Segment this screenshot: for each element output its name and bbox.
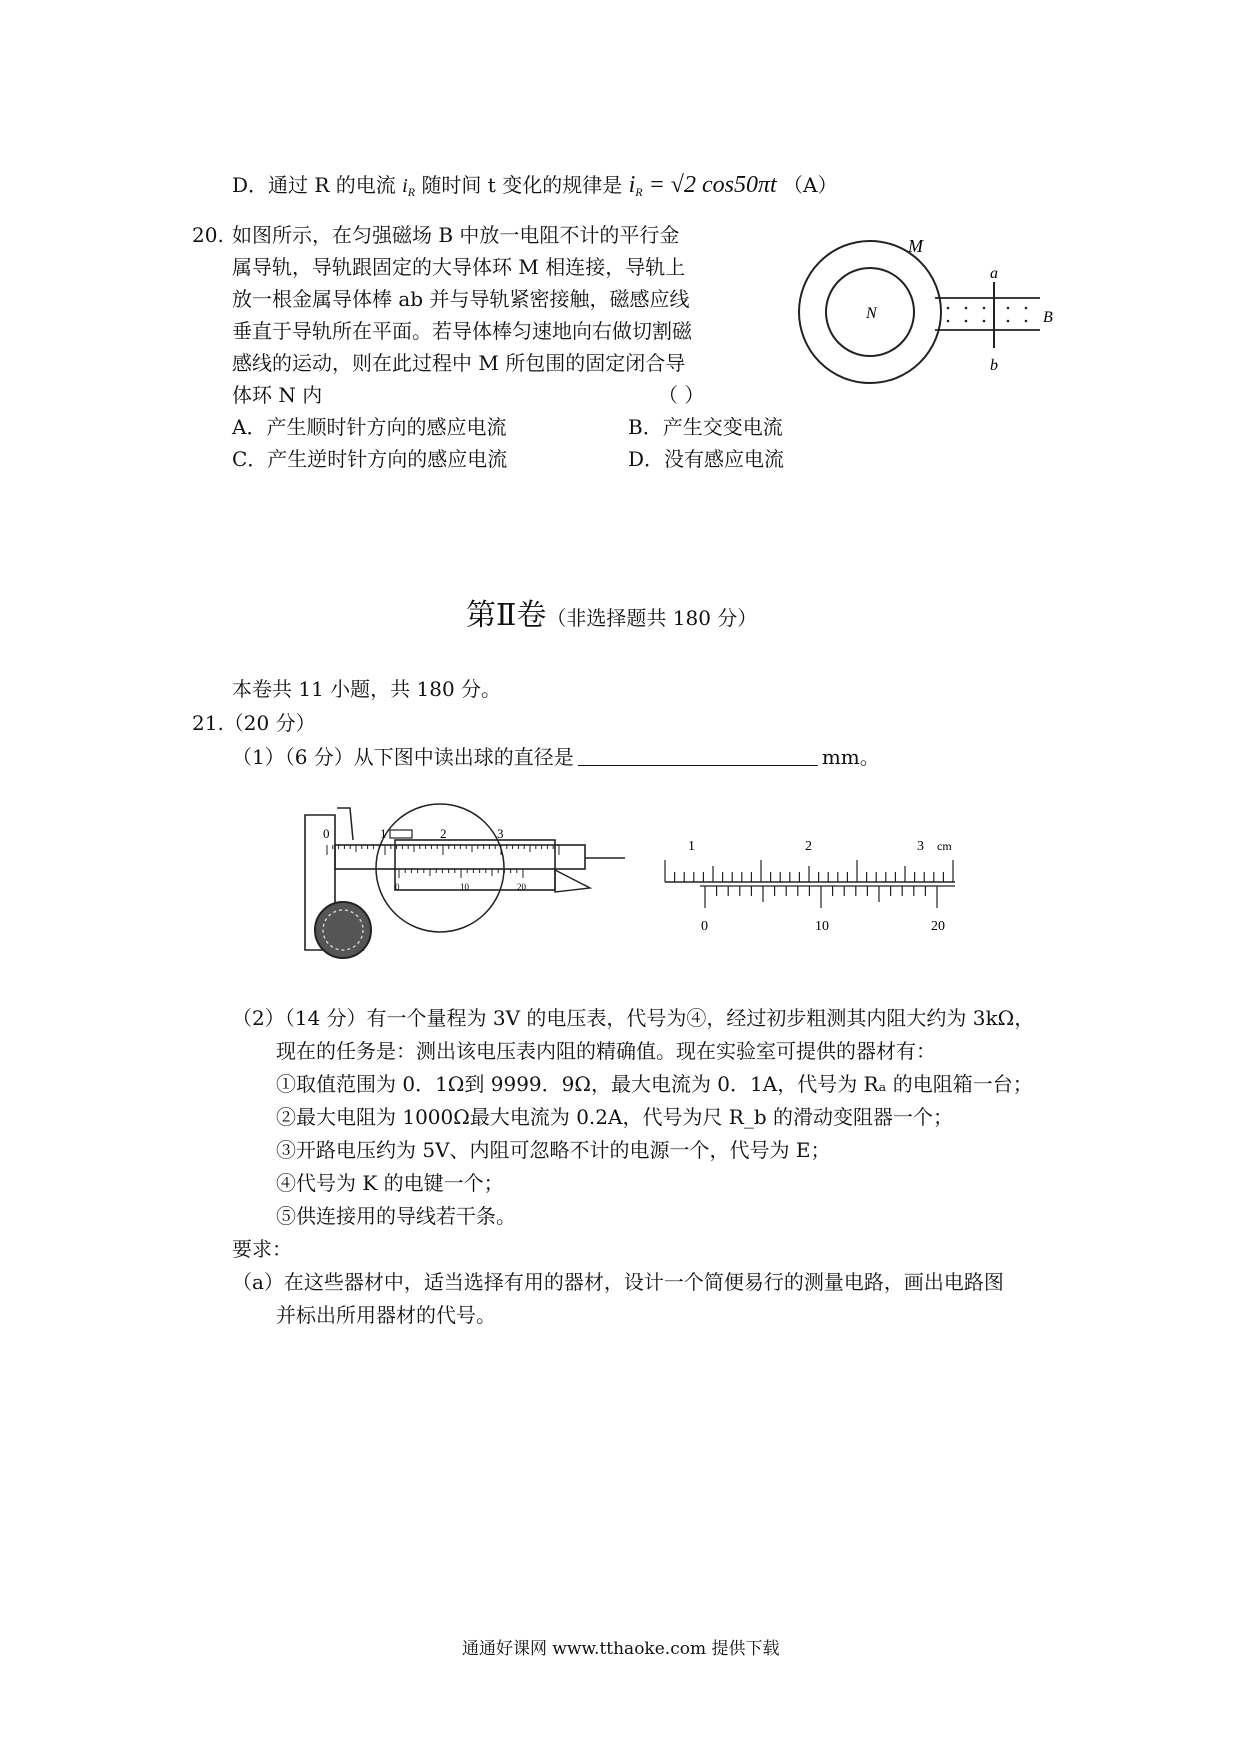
q19-optd-prefix: D．通过 R 的电流 [232,173,396,197]
q21-part2-line-6: ④代号为 K 的电键一个； [276,1171,504,1195]
q19-eq-rhs: = √2 cos50πt [642,172,777,198]
section-intro: 本卷共 11 小题，共 180 分。 [232,677,502,701]
q20-number: 20. [192,223,224,247]
caliper-figure [295,800,645,975]
q21-part2-line-1: （2）（14 分）有一个量程为 3V 的电压表，代号为④，经过初步粗测其内阻大约为 3kΩ， [232,1006,1035,1030]
q21-header: 21.（20 分） [192,711,316,735]
q19-unit: （A） [783,173,838,197]
q19-eq-sub: R [635,185,643,199]
q20-line-5: 感线的运动，则在此过程中 M 所包围的固定闭合导 [232,351,686,375]
q21-requirement-a-line-2: 并标出所用器材的代号。 [276,1303,496,1327]
q21-part1 [232,742,880,772]
caliper-main-label-0: 0 [323,826,330,841]
section-title-main: 第Ⅱ卷 [466,598,547,633]
q21-part1-unit: mm。 [821,745,880,769]
label-b: b [990,357,998,374]
scale-main-2: 2 [805,839,812,854]
q21-part2-line-4: ②最大电阻为 1000Ω最大电流为 0.2A，代号为尺 R_b 的滑动变阻器一个； [276,1105,954,1129]
caliper-vernier-label-10: 10 [460,882,469,892]
caliper-main-label-3: 3 [497,826,504,841]
q20-line-1: 如图所示，在匀强磁场 B 中放一电阻不计的平行金 [232,223,680,247]
section-title-sub: （非选择题共 180 分） [546,606,758,630]
q21-answer-blank [578,745,818,766]
q19-optd-mid: 随时间 t 变化的规律是 [421,173,623,197]
scale-unit: cm [937,839,952,853]
scale-vernier-0: 0 [701,919,708,934]
q21-part2-line-2: 现在的任务是：测出该电压表内阻的精确值。现在实验室可提供的器材有： [276,1039,936,1063]
scale-main-3: 3 [917,839,924,854]
q21-part2-line-5: ③开路电压约为 5V、内阻可忽略不计的电源一个，代号为 E； [276,1138,831,1162]
caliper-main-label-1: 1 [380,826,387,841]
q20-option-d: D．没有感应电流 [628,447,785,471]
field-dots [947,307,1028,323]
q21-requirement-a-line-1: （a）在这些器材中，适当选择有用的器材，设计一个简便易行的测量电路，画出电路图 [232,1270,1004,1294]
footer: 通通好课网 www.tthaoke.com 提供下载 [462,1639,780,1659]
q21-requirement-label: 要求： [232,1237,292,1261]
q20-option-c: C．产生逆时针方向的感应电流 [232,447,508,471]
caliper-vernier-label-20: 20 [517,882,526,892]
q20-option-a: A．产生顺时针方向的感应电流 [232,415,507,439]
label-n: N [866,305,877,322]
q20-answer-blank: （ ） [658,383,705,407]
scale-vernier-20: 20 [931,919,945,934]
q19-current-symbol: $i_R$ [402,175,416,199]
q20-option-b: B．产生交变电流 [628,415,783,439]
label-m: M [908,236,923,256]
q19-equation [629,172,777,198]
q20-line-6: 体环 N 内 [232,383,323,407]
q19-eq-lhs: i [628,172,636,198]
section-title [466,596,757,638]
q21-part2-line-7: ⑤供连接用的导线若干条。 [276,1204,516,1228]
label-b-field: B [1043,309,1053,326]
q21-part2-line-3: ①取值范围为 0．1Ω到 9999．9Ω，最大电流为 0．1A，代号为 Rₐ 的电阻箱一台； [276,1072,1033,1096]
scale-vernier-10: 10 [815,919,829,934]
q21-part1-text: （1）（6 分）从下图中读出球的直径是 [232,745,574,769]
caliper-slider [395,840,555,890]
q20-line-2: 属导轨，导轨跟固定的大导体环 M 相连接，导轨上 [232,255,686,279]
q20-ring-figure [790,230,1070,405]
scale-main-1: 1 [688,839,695,854]
vernier-scale-figure [655,830,985,940]
q19-option-d [232,170,837,207]
q20-line-4: 垂直于导轨所在平面。若导体棒匀速地向右做切割磁 [232,319,692,343]
label-a: a [990,265,998,282]
caliper-main-label-2: 2 [440,826,447,841]
q20-line-3: 放一根金属导体棒 ab 并与导轨紧密接触，磁感应线 [232,287,690,311]
caliper-vernier-label-0: 0 [395,882,400,892]
